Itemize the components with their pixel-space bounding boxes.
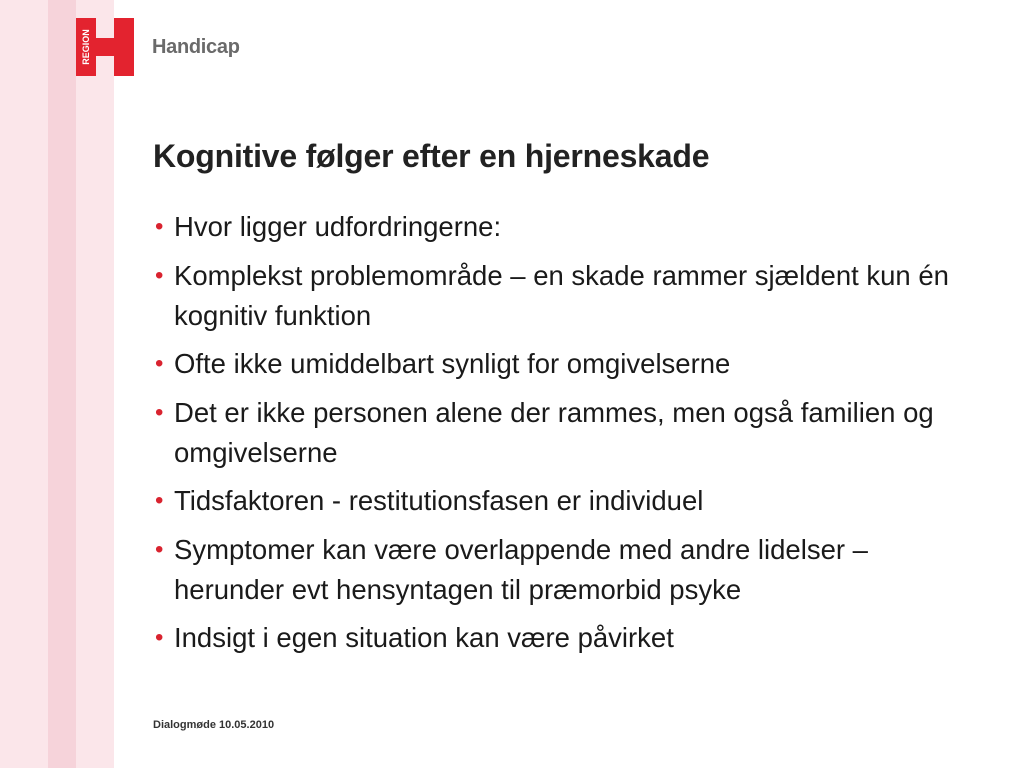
bullet-item [155,207,985,247]
bullet-text: Tidsfaktoren - restitutionsfasen er individuel [174,485,704,516]
bullet-text: Indsigt i egen situation kan være påvirket [174,622,674,653]
bullet-item [155,618,985,658]
background-stripe-right [76,0,114,768]
bullet-dot-icon: • [155,213,164,240]
bullet-item [155,530,985,610]
background-stripe-middle [48,0,76,768]
bullet-dot-icon: • [155,261,164,289]
bullet-item [155,393,985,473]
bullet-item [155,256,985,336]
bullet-dot-icon: • [155,487,164,514]
logo-region-text: REGION [81,29,91,65]
bullet-item [155,481,985,521]
slide-title: Kognitive følger efter en hjerneskade [153,138,710,174]
background-stripe-left [0,0,48,768]
bullet-text: Det er ikke personen alene der rammes, men også familien og omgivelserne [174,396,934,468]
bullet-dot-icon: • [155,398,164,426]
bullet-dot-icon: • [155,624,164,651]
footer-date: Dialogmøde 10.05.2010 [153,719,275,731]
bullet-text: Hvor ligger udfordringerne: [174,211,502,242]
bullet-dot-icon: • [155,350,164,377]
bullet-list [155,207,985,667]
logo-text: Handicap [152,36,240,58]
bullet-text: Ofte ikke umiddelbart synligt for omgivelserne [174,348,731,379]
bullet-item [155,344,985,384]
bullet-text: Symptomer kan være overlappende med andre lidelser – herunder evt hensyntagen til præmorbid psyke [174,533,868,605]
region-h-logo [76,18,134,76]
bullet-text: Komplekst problemområde – en skade rammer sjældent kun én kognitiv funktion [174,259,949,331]
bullet-dot-icon: • [155,535,164,563]
